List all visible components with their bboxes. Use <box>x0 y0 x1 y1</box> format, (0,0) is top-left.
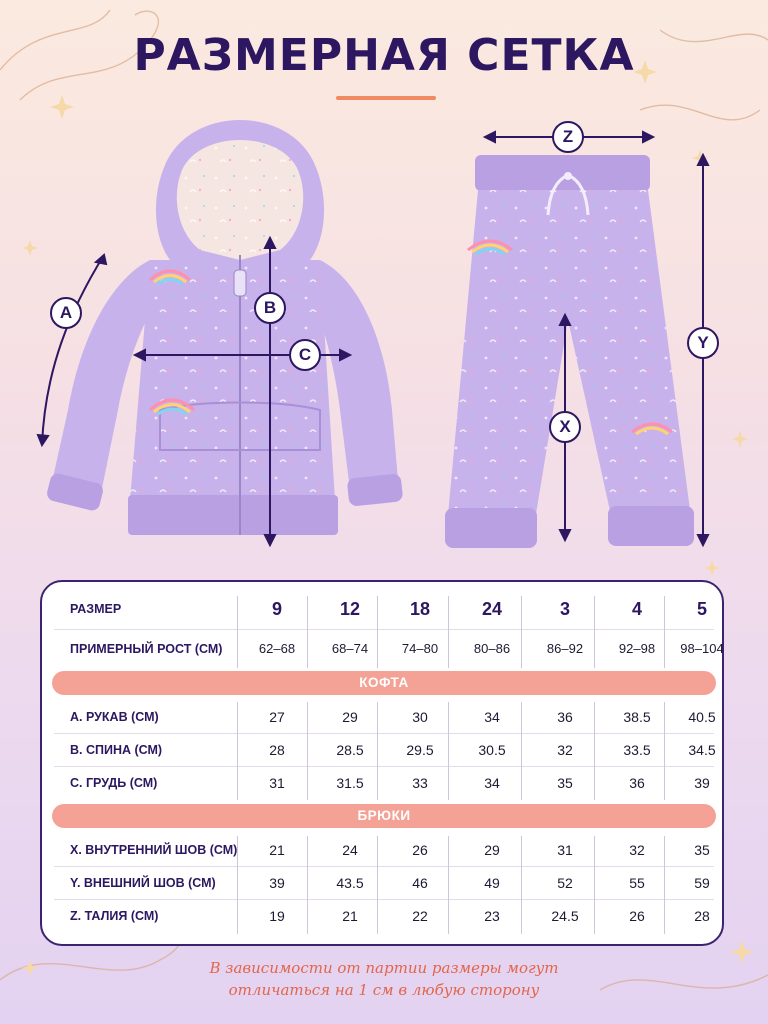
table-cell: 98–104 <box>680 641 724 656</box>
table-cell: 34.5 <box>688 742 716 758</box>
dimension-label-c: C <box>289 339 321 371</box>
table-cell: 21 <box>342 908 358 924</box>
table-cell: 31 <box>557 842 573 858</box>
table-cell: 34 <box>484 775 500 791</box>
column-divider <box>521 836 522 934</box>
table-cell: 32 <box>557 742 573 758</box>
section-bar: БРЮКИ <box>52 804 716 828</box>
table-cell: 27 <box>269 709 285 725</box>
column-divider <box>307 702 308 800</box>
section-bar: КОФТА <box>52 671 716 695</box>
table-cell: 34 <box>484 709 500 725</box>
table-cell: 33 <box>412 775 428 791</box>
column-divider <box>307 596 308 668</box>
table-cell: 80–86 <box>473 641 511 656</box>
table-cell: 62–68 <box>258 641 296 656</box>
measure-label: C. ГРУДЬ (СМ) <box>70 776 158 790</box>
dimension-label-x: X <box>549 411 581 443</box>
column-divider <box>448 836 449 934</box>
column-divider <box>594 596 595 668</box>
table-cell: 24 <box>342 842 358 858</box>
measure-label: Z. ТАЛИЯ (СМ) <box>70 909 159 923</box>
column-divider <box>448 596 449 668</box>
table-cell: 18 <box>409 599 431 619</box>
table-cell: 29 <box>342 709 358 725</box>
table-cell: 35 <box>557 775 573 791</box>
measure-label: A. РУКАВ (СМ) <box>70 710 159 724</box>
table-cell: 39 <box>269 875 285 891</box>
height-label: ПРИМЕРНЫЙ РОСТ (СМ) <box>70 642 223 656</box>
size-table <box>40 580 724 946</box>
table-row <box>52 702 716 732</box>
column-divider <box>664 836 665 934</box>
table-cell: 24.5 <box>551 908 579 924</box>
table-cell: 33.5 <box>623 742 651 758</box>
column-divider <box>594 836 595 934</box>
column-divider <box>664 702 665 800</box>
table-cell: 38.5 <box>623 709 651 725</box>
table-cell: 35 <box>694 842 710 858</box>
table-cell: 36 <box>629 775 645 791</box>
column-divider <box>377 702 378 800</box>
table-cell: 29 <box>484 842 500 858</box>
page-title: РАЗМЕРНАЯ СЕТКА <box>133 30 635 81</box>
dimension-label-a: A <box>50 297 82 329</box>
table-cell: 23 <box>484 908 500 924</box>
table-cell: 43.5 <box>336 875 364 891</box>
table-cell: 52 <box>557 875 573 891</box>
column-divider <box>307 836 308 934</box>
table-cell: 21 <box>269 842 285 858</box>
table-cell: 92–98 <box>618 641 656 656</box>
measure-label: X. ВНУТРЕННИЙ ШОВ (СМ) <box>70 843 238 857</box>
pants-illustration <box>445 155 694 548</box>
footnote-line-2: отличаться на 1 см в любую сторону <box>228 981 540 999</box>
table-cell: 74–80 <box>401 641 439 656</box>
column-divider <box>377 836 378 934</box>
column-divider <box>521 596 522 668</box>
garment-illustration <box>0 110 768 570</box>
footnote <box>0 957 768 1001</box>
column-divider <box>237 702 238 800</box>
table-cell: 3 <box>559 599 570 619</box>
column-divider <box>594 702 595 800</box>
column-divider <box>521 702 522 800</box>
table-cell: 86–92 <box>546 641 584 656</box>
table-cell: 46 <box>412 875 428 891</box>
table-row-height <box>52 634 724 664</box>
table-row <box>52 835 716 865</box>
measure-label: B. СПИНА (СМ) <box>70 743 163 757</box>
column-divider <box>377 596 378 668</box>
table-cell: 30.5 <box>478 742 506 758</box>
table-cell: 19 <box>269 908 285 924</box>
table-cell: 32 <box>629 842 645 858</box>
column-divider <box>237 596 238 668</box>
table-cell: 31.5 <box>336 775 364 791</box>
table-row <box>52 768 716 798</box>
table-cell: 55 <box>629 875 645 891</box>
table-cell: 29.5 <box>406 742 434 758</box>
table-cell: 36 <box>557 709 573 725</box>
column-divider <box>448 702 449 800</box>
table-cell: 12 <box>339 599 361 619</box>
table-cell: 31 <box>269 775 285 791</box>
measure-label: Y. ВНЕШНИЙ ШОВ (СМ) <box>70 876 216 890</box>
column-divider <box>237 836 238 934</box>
footnote-line-1: В зависимости от партии размеры могут <box>209 959 559 977</box>
table-cell: 28 <box>694 908 710 924</box>
table-cell: 68–74 <box>331 641 369 656</box>
title-underline <box>336 96 436 100</box>
dimension-label-y: Y <box>687 327 719 359</box>
table-cell: 59 <box>694 875 710 891</box>
column-divider <box>664 596 665 668</box>
table-row <box>52 901 716 931</box>
size-header-label: РАЗМЕР <box>70 602 122 616</box>
table-cell: 28.5 <box>336 742 364 758</box>
table-cell: 5 <box>696 599 707 619</box>
table-cell: 24 <box>481 599 503 619</box>
hoodie-illustration <box>45 120 403 535</box>
table-cell: 26 <box>412 842 428 858</box>
table-cell: 28 <box>269 742 285 758</box>
table-cell: 4 <box>631 599 642 619</box>
table-cell: 40.5 <box>688 709 716 725</box>
dimension-label-z: Z <box>552 121 584 153</box>
table-cell: 22 <box>412 908 428 924</box>
table-cell: 49 <box>484 875 500 891</box>
table-cell: 39 <box>694 775 710 791</box>
table-header-row <box>52 594 716 624</box>
table-cell: 9 <box>271 599 282 619</box>
table-row <box>52 868 716 898</box>
dimension-label-b: B <box>254 292 286 324</box>
table-cell: 26 <box>629 908 645 924</box>
table-cell: 30 <box>412 709 428 725</box>
table-row <box>52 735 716 765</box>
